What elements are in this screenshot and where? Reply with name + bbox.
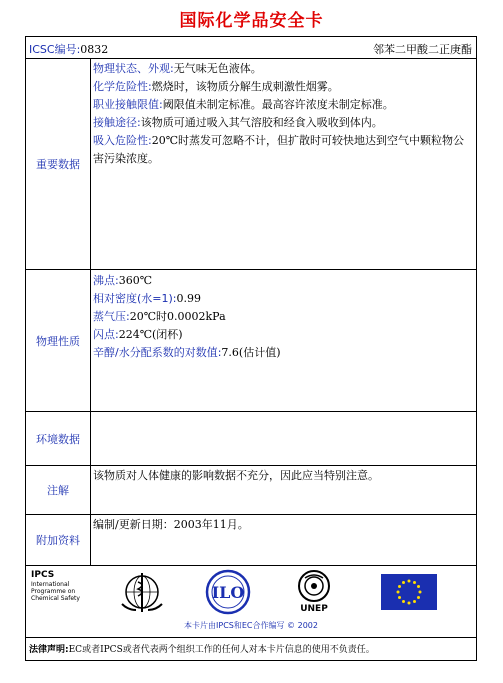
safety-card <box>25 36 477 661</box>
physical-properties-row <box>26 270 476 412</box>
header-row <box>26 37 476 59</box>
important-data-content <box>91 59 476 269</box>
ipcs-logo-text: IPCS International Programme on Chemical Safety <box>31 570 80 602</box>
card-title: 国际化学品安全卡 <box>179 11 324 31</box>
item-exposure-limits: 职业接触限值:阈限值未制定标准。最高容许浓度未制定标准。 <box>93 98 394 111</box>
physical-properties-content <box>91 270 476 411</box>
unep-label: UNEP <box>300 604 328 614</box>
environment-label: 环境数据 <box>26 412 91 465</box>
environment-content <box>91 412 476 465</box>
environment-row <box>26 412 476 466</box>
credit-line: 本卡片由IPCS和EC合作编写 © 2002 <box>184 621 318 630</box>
prop-boiling-point: 沸点:360℃ <box>93 274 153 287</box>
physical-properties-label: 物理性质 <box>26 270 91 411</box>
substance-name: 邻苯二甲酸二正庚酯 <box>373 43 472 56</box>
icsc-number: ICSC编号:0832 <box>29 43 109 56</box>
eu-flag-icon <box>381 574 437 610</box>
who-emblem-icon <box>118 570 166 614</box>
prop-log-kow: 辛醇/水分配系数的对数值:7.6(估计值) <box>93 346 281 359</box>
important-data-row <box>26 59 476 270</box>
logos-row <box>26 566 476 638</box>
prop-density: 相对密度(水=1):0.99 <box>93 292 202 305</box>
prop-vapor-pressure: 蒸气压:20℃时0.0002kPa <box>93 310 226 323</box>
notes-row <box>26 466 476 515</box>
item-inhalation-risk: 吸入危险性:20℃时蒸发可忽略不计，但扩散时可较快地达到空气中颗粒物公害污染浓度。 <box>93 134 465 165</box>
additional-row <box>26 515 476 566</box>
ilo-emblem-icon <box>202 569 254 615</box>
item-appearance: 物理状态、外观:无气味无色液体。 <box>93 62 262 75</box>
item-exposure-routes: 接触途径:该物质可通过吸入其气溶胶和经食入吸收到体内。 <box>93 116 383 129</box>
unep-emblem-icon <box>291 568 337 604</box>
svg-text:ILO: ILO <box>211 583 245 602</box>
legal-notice: 法律声明:EC或者IPCS或者代表两个组织工作的任何人对本卡片信息的使用不负责任。 <box>29 645 375 655</box>
notes-label: 注解 <box>26 466 91 514</box>
important-data-label: 重要数据 <box>26 59 91 269</box>
legal-row <box>26 638 476 660</box>
notes-content: 该物质对人体健康的影响数据不充分，因此应当特别注意。 <box>93 469 379 482</box>
prop-flash-point: 闪点:224℃(闭杯) <box>93 328 183 341</box>
additional-label: 附加资料 <box>26 515 91 565</box>
additional-content: 编制/更新日期：2003年11月。 <box>93 518 249 531</box>
item-chemical-hazard: 化学危险性:燃烧时，该物质分解生成刺激性烟雾。 <box>93 80 339 93</box>
